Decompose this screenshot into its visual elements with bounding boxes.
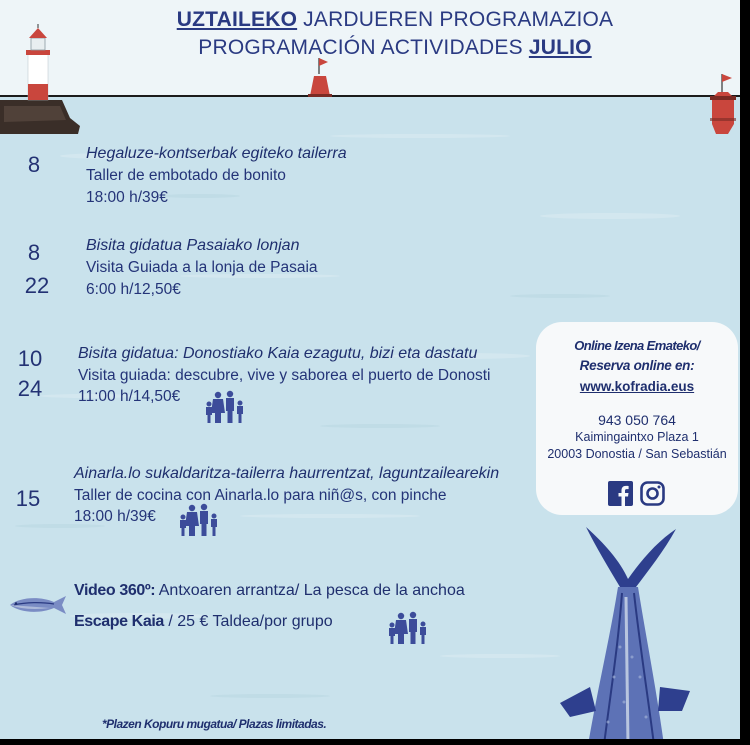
activity-title: Ainarla.lo sukaldaritza-tailerra haurrentzat, laguntzailearekin — [74, 465, 500, 482]
address-city: 20003 Donostia / San Sebastián — [547, 447, 727, 461]
activity-subtitle: Taller de embotado de bonito — [86, 167, 286, 184]
tuna-illustration — [560, 527, 692, 745]
facebook-icon[interactable] — [608, 481, 633, 506]
buoy-icon — [704, 72, 740, 138]
activity-title: Bisita gidatua Pasaiako lonjan — [86, 237, 300, 254]
activity-title: Bisita gidatua: Donostiako Kaia ezagutu, bizi eta dastatu — [78, 345, 478, 362]
activity-info: 18:00 h/39€ — [74, 508, 156, 525]
escape-kaia-text: / 25 € Taldea/por grupo — [163, 613, 333, 630]
frame-border — [0, 739, 750, 745]
activity-title: Hegaluze-kontserbak egiteko tailerra — [86, 145, 347, 162]
activity-date: 22 — [24, 273, 50, 298]
family-icon — [386, 611, 430, 645]
phone-number: 943 050 764 — [598, 412, 676, 428]
booking-heading-basque: Online Izena Emateko/ — [574, 338, 700, 353]
activity-date: 10 — [17, 346, 43, 371]
booking-heading-spanish: Reserva online en: — [579, 358, 695, 373]
horizon-line — [0, 95, 740, 97]
header-line-1 — [0, 8, 750, 32]
header-month-basque: UZTAILEKO — [176, 8, 298, 31]
header-line-2 — [0, 36, 750, 60]
activity-info: 18:00 h/39€ — [86, 189, 168, 206]
activity-subtitle: Taller de cocina con Ainarla.lo para niñ@s, con pinche — [74, 487, 447, 504]
address-street: Kaimingaintxo Plaza 1 — [575, 430, 699, 444]
activity-date: 8 — [27, 152, 41, 177]
video-360-label: Video 360º: — [74, 582, 156, 599]
frame-border — [740, 0, 750, 745]
header-program-spanish: PROGRAMACIÓN ACTIVIDADES — [198, 36, 529, 59]
escape-kaia-label: Escape Kaia — [74, 613, 164, 630]
buoy-icon — [304, 56, 336, 98]
activity-date: 15 — [15, 486, 41, 511]
activity-subtitle: Visita guiada: descubre, vive y saborea el puerto de Donosti — [78, 367, 491, 384]
instagram-icon[interactable] — [640, 481, 665, 506]
header-program-basque: JARDUEREN PROGRAMAZIOA — [297, 8, 614, 31]
activity-info: 6:00 h/12,50€ — [86, 281, 181, 298]
activity-date: 24 — [17, 376, 43, 401]
booking-panel — [536, 322, 738, 515]
fish-icon — [4, 594, 68, 616]
video-360-line — [74, 582, 465, 600]
limited-places-note: *Plazen Kopuru mugatua/ Plazas limitadas. — [102, 717, 327, 731]
activity-subtitle: Visita Guiada a la lonja de Pasaia — [86, 259, 318, 276]
activity-info: 11:00 h/14,50€ — [78, 388, 181, 405]
family-icon — [203, 390, 247, 424]
activity-date: 8 — [27, 240, 41, 265]
website-link[interactable]: www.kofradia.eus — [579, 379, 695, 394]
header-month-spanish: JULIO — [528, 36, 592, 59]
escape-kaia-line — [74, 613, 333, 631]
video-360-text: Antxoaren arrantza/ La pesca de la anchoa — [155, 582, 465, 599]
family-icon — [177, 503, 221, 537]
